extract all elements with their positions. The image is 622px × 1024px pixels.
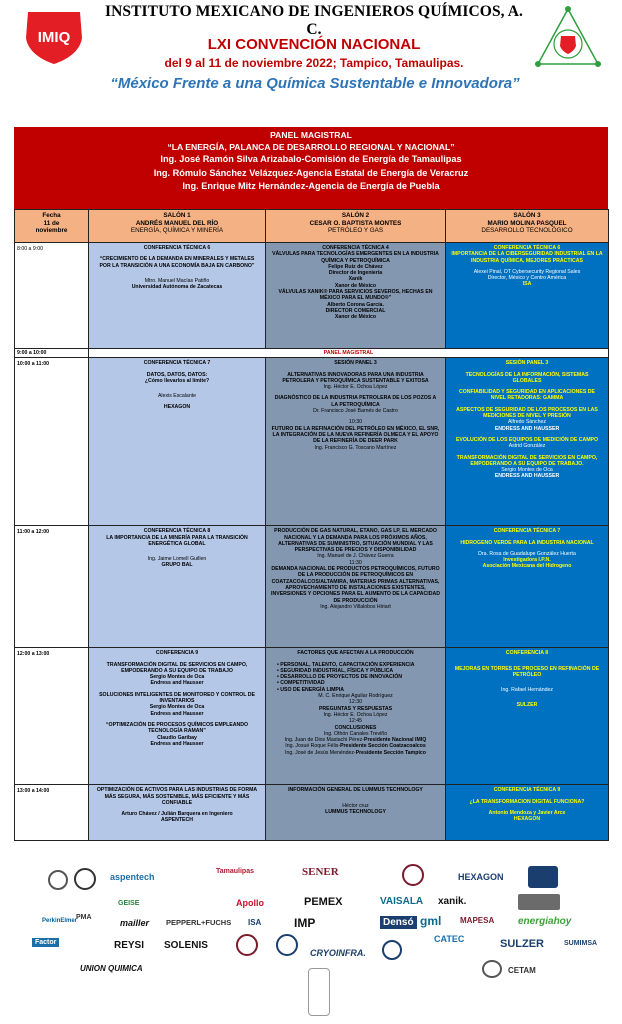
session-cell: FACTORES QUE AFECTAN A LA PRODUCCIÓN • PERSONAL, TALENTO, CAPACITACIÓN EXPERIENCIA • SEGURIDAD INDUSTRIAL, FÍSICA Y PÚBLICA • DESARROLLO DE PROYECTOS DE INNOVACIÓN • COMPETITIVIDAD • USO DE ENERGÍA LIMPIA M. C. Enrique Aguilar Rodríguez 12:30 PREGUNTAS Y RESPUESTAS Ing. Héctor E. Ochoa López 12:45 CONCLUSIONES Ing. Othón Canales Treviño Ing. Juan de Dios Mastachi Pérez-Presidente Nacional IMIQ Ing. Josué Roque Félix-Presidente Sección Coatzacoalcos Ing. José de Jesús Menéndez-Presidente Sección Tampico [266,648,446,785]
session-cell: INFORMACIÓN GENERAL DE LUMMUS TECHNOLOGY Héctor cruz LUMMUS TECHNOLOGY [266,785,446,841]
sponsor-logo: Apollo [236,898,264,908]
table-row [15,349,609,358]
sponsor-emblem-icon [402,864,424,886]
sponsor-logo: mailler [120,918,150,928]
time-slot: 11:00 a 12:00 [15,526,89,648]
sponsor-logo: aspentech [110,872,155,882]
magisterial-panel-banner [14,127,608,209]
sponsor-emblem-icon [518,894,560,910]
panel-subtitle: “LA ENERGÍA, PALANCA DE DESARROLLO REGIONAL Y NACIONAL” [167,142,455,153]
session-cell: CONFERENCIA 9 TRANSFORMACIÓN DIGITAL DE SERVICIOS EN CAMPO, EMPODERANDO A SU EQUIPO DE TRABAJO Sergio Montes de Oca Endress and Hausser SOLUCIONES INTELIGENTES DE MONITOREO Y CONTROL DE INVENTARIOS Sergio Montes de Oca Endress and Hausser “OPTIMIZACIÓN DE PROCESOS QUÍMICOS EMPLEANDO TECNOLOGÍA RAMAN” Claudio Garibay Endress and Hausser [89,648,266,785]
sponsor-logo: CRYOINFRA. [310,948,366,958]
imiq-logo [22,8,86,66]
sponsor-logo: HEXAGON [458,872,504,882]
sponsor-logo: SUMIMSA [564,940,598,947]
salon-1-header: SALÓN 1 ANDRÉS MANUEL DEL RÍO ENERGÍA, QUÍMICA Y MINERÍA [89,210,266,243]
sponsor-logo: PMA [76,914,92,921]
sponsor-logo: PEMEX [304,896,343,908]
sponsor-logo: GEISE [118,900,140,907]
session-cell: CONFERENCIA TÉCNICA 7 DATOS, DATOS, DATOS: ¿Cómo llevarlos al límite? Alexis Escalante HEXAGON [89,358,266,526]
table-row [15,243,609,349]
logo-text: IMIQ [37,29,71,46]
sponsor-logo: xanik. [438,896,467,907]
sponsor-emblem-icon [236,934,258,956]
convention-dates: del 9 al 11 de noviembre 2022; Tampico, Tamaulipas. [164,56,464,70]
schedule-header-row [15,210,609,243]
sponsor-logo: CETAM [508,966,536,975]
sponsor-logo: MAPESA [460,916,495,925]
session-cell: CONFERENCIA 8 MEJORAS EN TORRES DE PROCESO EN REFINACIÓN DE PETRÓLEO Ing. Rafael Hernández SULZER [446,648,609,785]
sponsor-logos [35,860,600,1024]
bullet-item: • SEGURIDAD INDUSTRIAL, FÍSICA Y PÚBLICA [277,667,394,674]
sponsor-logo: SOLENIS [164,940,208,951]
convention-title: LXI CONVENCIÓN NACIONAL [207,36,421,53]
session-cell: CONFERENCIA TÉCNICA 7 HIDROGENO VERDE PARA LA INDUSTRIA NACIONAL Dra. Rosa de Guadalupe González Huerta Investigadora I.P.N. Asociación Mexicana del Hidrogeno [446,526,609,648]
sponsor-emblem-icon [482,960,502,978]
session-cell: CONFERENCIA TÉCNICA 6 IMPORTANCIA DE LA CIBERSEGURIDAD INDUSTRIAL EN LA INDUSTRIA QUÍMICA, MEJORES PRÁCTICAS Alexei Pinal, OT Cybersecurity Regional Sales Director, México y Centro América ISA [446,243,609,349]
sponsor-logo: gml [420,914,442,928]
bullet-item: • PERSONAL, TALENTO, CAPACITACIÓN EXPERIENCIA [277,661,415,668]
sponsor-logo: SULZER [500,938,544,950]
time-slot: 12:00 a 13:00 [15,648,89,785]
sponsor-logo: PEPPERL+FUCHS [166,918,232,927]
session-cell: CONFERENCIA TÉCNICA 4 VÁLVULAS PARA TECNOLOGÍAS EMERGENTES EN LA INDUSTRIA QUÍMICA Y PETROQUÍMICA Felipe Ruiz de Chávez Director de Ingeniería Xanik Xanor de México VÁLVULAS XANIK® PARA SERVICIOS SEVEROS, HECHAS EN MÉXICO PARA EL MUNDO®” Alberto Corona García. DIRECTOR COMERCIAL Xanor de México [266,243,446,349]
salon-2-header: SALÓN 2 CESAR O. BAPTISTA MONTES PETRÓLEO Y GAS [266,210,446,243]
bullet-item: • DESARROLLO DE PROYECTOS DE INNOVACIÓN [277,674,402,681]
convention-motto: “México Frente a una Química Sustentable e Innovadora” [110,75,520,92]
table-row [15,785,609,841]
institute-name: INSTITUTO MEXICANO DE INGENIEROS QUÍMICOS, A. C. [104,3,524,38]
table-row [15,526,609,648]
session-cell: CONFERENCIA TÉCNICA 6 “CRECIMIENTO DE LA DEMANDA EN MINERALES Y METALES POR LA TRANSICIÓN A UNA ECONOMÍA BAJA EN CARBONO” Mtro. Manuel Macías Patiño Universidad Autónoma de Zacatecas [89,243,266,349]
sponsor-emblem-icon [382,940,402,960]
panel-magistral-row: PANEL MAGISTRAL [89,349,609,358]
date-column-header: Fecha 11 de noviembre [15,210,89,243]
bullet-item: • COMPETITIVIDAD [277,680,325,687]
bullet-item: • USO DE ENERGÍA LIMPIA [277,686,345,693]
time-slot: 9:00 a 10:00 [15,349,89,358]
session-cell: SESIÓN PANEL 3 TECNOLOGÍAS DE LA INFORMACIÓN, SISTEMAS GLOBALES CONFIABILIDAD Y SEGURIDAD EN APLICACIONES DE NIVEL RETADORAS: GAMMA ASPECTOS DE SEGURIDAD DE LOS PROCESOS EN LAS MEDICIONES DE NIVEL Y PRESIÓN Alfredo Sánchez ENDRESS AND HAUSSER EVOLUCIÓN DE LOS EQUIPOS DE MEDICIÓN DE CAMPO Astrid González TRANSFORMACIÓN DIGITAL DE SERVICIOS EN CAMPO, EMPODERANDO A SU EQUIPO DE TRABAJO. Sergio Montes de Oca ENDRESS AND HAUSSER [446,358,609,526]
time-slot: 10:00 a 11:00 [15,358,89,526]
schedule-table [14,209,609,841]
sponsor-emblem-icon [48,870,68,890]
sponsor-emblem-icon [276,934,298,956]
sponsor-logo: ISA [248,918,262,927]
sponsor-logo: Factor [32,938,59,947]
sponsor-emblem-icon [74,868,96,890]
document-header [0,0,622,115]
sponsor-logo: VAISALA [380,896,424,907]
sponsor-logo: Densó [380,916,417,929]
sponsor-logo: UNION QUIMICA [80,964,143,973]
salon-3-header: SALÓN 3 MARIO MOLINA PASQUEL DESARROLLO TECNOLÓGICO [446,210,609,243]
sponsor-logo: CATEC [434,934,465,944]
sponsor-emblem-icon [308,968,330,1016]
sponsor-logo: IMP [294,916,316,930]
convention-emblem [534,6,602,70]
sponsor-logo: energiahoy [518,916,572,927]
session-cell: SESIÓN PANEL 3 ALTERNATIVAS INNOVADORAS PARA UNA INDUSTRIA PETROLERA Y PETROQUÍMICA SUSTENTABLE Y EXITOSA Ing. Héctor E. Ochoa López DIAGNÓSTICO DE LA INDUSTRIA PETROLERA DE LOS POZOS A LA PETROQUÍMICA Dr. Francisco José Barnés de Castro 10:30 FUTURO DE LA REFINACIÓN DEL PETRÓLEO EN MÉXICO, EL SNR, LA INTEGRACIÓN DE LA NUEVA REFINERÍA OLMECA Y EL APOYO DE LA REFINERÍA DE DEER PARK Ing. Francisco G. Toscano Martínez [266,358,446,526]
session-cell: OPTIMIZACIÓN DE ACTIVOS PARA LAS INDUSTRIAS DE FORMA MÁS SEGURA, MÁS SOSTENIBLE, MÁS EFICIENTE Y MÁS CONFIABLE Arturo Chávez / Julián Barquera en Ingeniero ASPENTECH [89,785,266,841]
sponsor-logo: SENER [302,866,339,878]
panel-title: PANEL MAGISTRAL [270,130,352,140]
table-row [15,648,609,785]
sponsor-logo: Tamaulipas [216,868,254,875]
session-cell: CONFERENCIA TÉCNICA 9 ¿LA TRANSFORMACION DIGITAL FUNCIONA? Antonio Mendoza y Javier Arce HEXAGON [446,785,609,841]
panel-speaker: Ing. Rómulo Sánchez Velázquez-Agencia Estatal de Energía de Veracruz [153,167,469,178]
session-cell: CONFERENCIA TÉCNICA 8 LA IMPORTANCIA DE LA MINERÍA PARA LA TRANSICIÓN ENERGÉTICA GLOBAL Ing. Jaime Lomelí Guillen GRUPO BAL [89,526,266,648]
sponsor-emblem-icon [528,866,558,888]
panel-speaker: Ing. Enrique Mitz Hernández-Agencia de Energía de Puebla [182,181,440,192]
table-row [15,358,609,526]
sponsor-logo: REYSI [114,940,145,951]
sponsor-logo: PerkinElmer [42,918,78,924]
time-slot: 13:00 a 14:00 [15,785,89,841]
panel-speaker: Ing. José Ramón Silva Arizabalo-Comisión de Energía de Tamaulipas [160,154,462,165]
time-slot: 8:00 a 9:00 [15,243,89,349]
session-cell: PRODUCCIÓN DE GAS NATURAL, ETANO, GAS LP, EL MERCADO NACIONAL Y LA DEMANDA PARA LOS PRÓXIMOS AÑOS, ALTERNATIVAS DE SUMINISTRO, SITUACIÓN MUNDIAL Y LAS PERSPECTIVAS DE PRECIOS Y DISPONIBILIDAD Ing. Manuel de J. Chávez Guerra 11:30 DEMANDA NACIONAL DE PRODUCTOS PETROQUÍMICOS, FUTURO DE LA PRODUCCIÓN DE PETROQUÍMICOS EN COATZACOALCOS/ALTAMIRA, MATERIAS PRIMAS ALTERNATIVAS, APROVECHAMIENTO DE INSTALACIONES EXISTENTES, INVERSIONES Y OPCIONES PARA EL AUMENTO DE LA CAPACIDAD DE PRODUCCIÓN Ing. Alejandro Villalobos Hiriart [266,526,446,648]
